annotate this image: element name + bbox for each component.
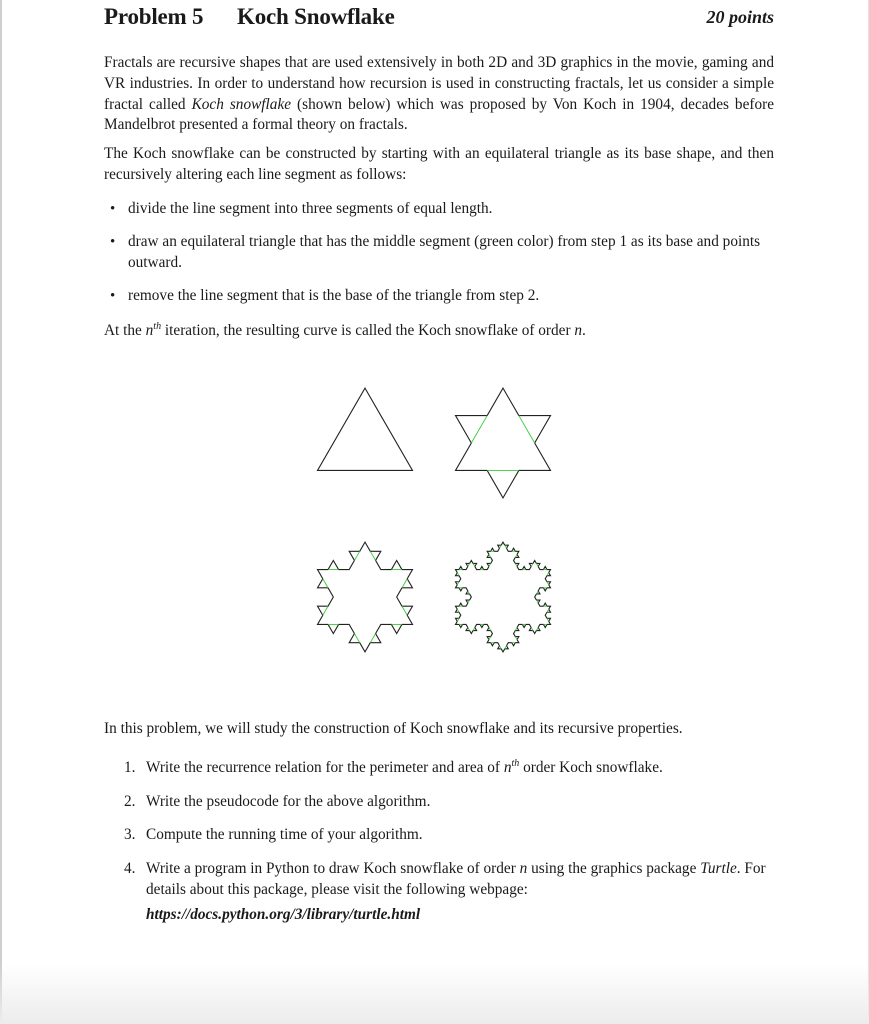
removed-segment-highlight bbox=[370, 551, 375, 560]
removed-segment-highlight bbox=[354, 551, 359, 560]
math-var-n: n bbox=[145, 322, 154, 339]
task-number: 4. bbox=[124, 860, 136, 877]
koch-order-1 bbox=[456, 388, 551, 498]
removed-segment-highlight bbox=[354, 634, 359, 643]
task-text: order Koch snowflake. bbox=[519, 759, 663, 776]
task-number: 2. bbox=[124, 793, 136, 810]
koch-order-2 bbox=[318, 542, 413, 652]
nth-text-before: At the bbox=[104, 322, 146, 339]
task-item bbox=[124, 757, 774, 779]
removed-segment-highlight bbox=[402, 606, 407, 615]
task-text: Compute the running time of your algorithm. bbox=[146, 826, 423, 843]
task-item bbox=[124, 792, 774, 813]
task-item bbox=[124, 859, 774, 901]
koch-order-3 bbox=[456, 542, 551, 652]
problem-intro: In this problem, we will study the construction of Koch snowflake and its recursive properties. bbox=[104, 720, 683, 737]
snowflake-outline bbox=[456, 542, 551, 652]
intro-text-1: Fractals are recursive shapes that are used extensively in both 2D and 3D graphics in the movie, gaming and VR industries. In order to understand how recursion is used in constructing fractals, let us consider a simple fractal called bbox=[104, 54, 774, 113]
intro-text-2: (shown below) which was proposed by Von Koch in 1904, decades before Mandelbrot presented a formal theory on fractals. bbox=[104, 95, 774, 134]
points-label: 20 points bbox=[706, 7, 774, 27]
turtle-docs-link[interactable]: https://docs.python.org/3/library/turtle.html bbox=[146, 906, 421, 923]
turtle-term: Turtle bbox=[700, 860, 737, 877]
removed-segment-highlight bbox=[323, 579, 328, 588]
removed-segment-highlight bbox=[471, 416, 487, 443]
snowflake-outline bbox=[456, 388, 551, 498]
koch-order-0 bbox=[318, 388, 413, 470]
math-var-n: n bbox=[519, 860, 528, 877]
task-text: Write a program in Python to draw Koch snowflake of order bbox=[146, 860, 520, 877]
task-text: using the graphics package bbox=[527, 860, 701, 877]
step-text: remove the line segment that is the base of the triangle from step 2. bbox=[128, 287, 540, 304]
removed-segment-highlight bbox=[402, 579, 407, 588]
problem-label: Problem 5 bbox=[104, 4, 204, 29]
nth-text-after: iteration, the resulting curve is called the Koch snowflake of order bbox=[161, 322, 575, 339]
removed-segment-highlight bbox=[323, 606, 328, 615]
math-var-n: n bbox=[503, 759, 512, 776]
problem-title: Koch Snowflake bbox=[237, 4, 395, 29]
bullet-icon: • bbox=[110, 201, 116, 217]
math-var-n: n bbox=[574, 322, 583, 339]
task-number: 1. bbox=[124, 759, 136, 776]
step-text: draw an equilateral triangle that has the middle segment (green color) from step 1 as its base and points outward. bbox=[128, 233, 761, 271]
construction-paragraph: The Koch snowflake can be constructed by starting with an equilateral triangle as its base shape, and then recursively altering each line segment as follows: bbox=[104, 145, 774, 183]
task-item bbox=[124, 825, 774, 846]
task-text: Write the pseudocode for the above algorithm. bbox=[146, 793, 431, 810]
snowflake-outline bbox=[318, 388, 413, 470]
page-bottom-shadow bbox=[0, 964, 869, 1024]
step-text: divide the line segment into three segments of equal length. bbox=[128, 200, 493, 217]
bullet-icon: • bbox=[110, 234, 116, 250]
task-number: 3. bbox=[124, 826, 136, 843]
koch-snowflake-term: Koch snowflake bbox=[191, 95, 292, 113]
bullet-icon: • bbox=[110, 288, 116, 304]
nth-text-end: . bbox=[582, 322, 586, 339]
task-text: Write the recurrence relation for the perimeter and area of bbox=[146, 759, 504, 776]
removed-segment-highlight bbox=[519, 416, 535, 443]
removed-segment-highlight bbox=[370, 634, 375, 643]
superscript-th: th bbox=[511, 757, 520, 769]
snowflake-outline bbox=[318, 542, 413, 652]
task-text: . For details about this package, please visit the following webpage: bbox=[146, 860, 766, 898]
superscript-th: th bbox=[153, 320, 162, 332]
